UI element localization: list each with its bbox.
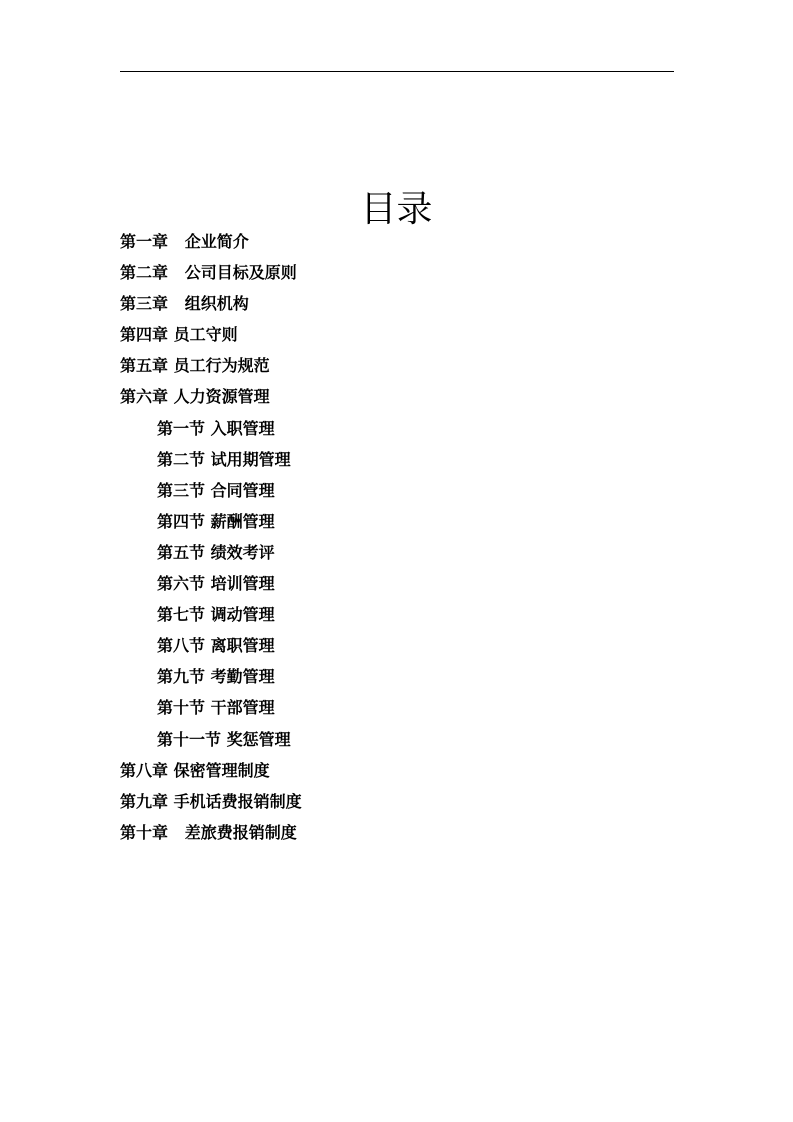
toc-entry-number: 第十一节 (157, 729, 222, 749)
toc-chapter-entry[interactable] (120, 257, 302, 288)
toc-section-entry[interactable] (120, 630, 302, 661)
toc-chapter-entry[interactable] (120, 817, 302, 848)
toc-section-entry[interactable] (120, 413, 302, 444)
toc-entry-number: 第四节 (157, 511, 206, 531)
toc-entry-label: 员工行为规范 (173, 356, 270, 376)
toc-entry-separator (168, 823, 185, 842)
toc-entry-label: 合同管理 (210, 480, 275, 500)
toc-entry-separator (168, 263, 185, 282)
toc-chapter-entry[interactable] (120, 319, 302, 350)
toc-entry-label: 保密管理制度 (173, 760, 270, 780)
page-title: 目录 (360, 189, 433, 231)
toc-section-entry[interactable] (120, 568, 302, 599)
toc-chapter-entry[interactable] (120, 786, 302, 817)
toc-entry-label: 培训管理 (210, 574, 275, 594)
toc-section-entry[interactable] (120, 599, 302, 630)
toc-section-entry[interactable] (120, 537, 302, 568)
toc-entry-number: 第一节 (157, 418, 206, 438)
table-of-contents (120, 226, 302, 848)
toc-entry-label: 组织机构 (184, 294, 249, 314)
toc-entry-separator (168, 232, 185, 251)
toc-entry-number: 第八章 (120, 760, 169, 780)
toc-chapter-entry[interactable] (120, 755, 302, 786)
toc-entry-label: 人力资源管理 (173, 387, 270, 407)
toc-chapter-entry[interactable] (120, 226, 302, 257)
toc-entry-number: 第九节 (157, 667, 206, 687)
toc-entry-label: 公司目标及原则 (184, 263, 297, 283)
toc-entry-number: 第二章 (120, 263, 169, 283)
toc-entry-label: 调动管理 (210, 605, 275, 625)
toc-entry-label: 考勤管理 (210, 667, 275, 687)
toc-entry-number: 第八节 (157, 636, 206, 656)
toc-entry-label: 离职管理 (210, 636, 275, 656)
toc-chapter-entry[interactable] (120, 288, 302, 319)
toc-chapter-entry[interactable] (120, 381, 302, 412)
toc-section-entry[interactable] (120, 724, 302, 755)
toc-entry-number: 第十节 (157, 698, 206, 718)
toc-entry-number: 第二节 (157, 449, 206, 469)
toc-entry-label: 差旅费报销制度 (184, 822, 297, 842)
toc-entry-label: 员工守则 (173, 325, 238, 345)
toc-entry-number: 第七节 (157, 605, 206, 625)
header-rule (120, 71, 674, 72)
toc-entry-number: 第六节 (157, 574, 206, 594)
toc-entry-label: 试用期管理 (210, 449, 291, 469)
toc-section-entry[interactable] (120, 506, 302, 537)
toc-entry-number: 第十章 (120, 822, 169, 842)
toc-section-entry[interactable] (120, 444, 302, 475)
toc-chapter-entry[interactable] (120, 350, 302, 381)
toc-entry-number: 第九章 (120, 791, 169, 811)
toc-entry-number: 第三节 (157, 480, 206, 500)
toc-entry-separator (168, 294, 185, 313)
toc-entry-label: 企业简介 (184, 232, 249, 251)
toc-entry-label: 干部管理 (210, 698, 275, 718)
toc-section-entry[interactable] (120, 692, 302, 723)
toc-entry-number: 第一章 (120, 232, 169, 251)
toc-entry-number: 第三章 (120, 294, 169, 314)
toc-entry-number: 第五章 (120, 356, 169, 376)
toc-entry-number: 第五节 (157, 542, 206, 562)
toc-entry-label: 奖惩管理 (226, 729, 291, 749)
toc-entry-label: 手机话费报销制度 (173, 791, 302, 811)
toc-entry-number: 第六章 (120, 387, 169, 407)
toc-section-entry[interactable] (120, 475, 302, 506)
toc-entry-label: 入职管理 (210, 418, 275, 438)
toc-entry-number: 第四章 (120, 325, 169, 345)
toc-entry-label: 绩效考评 (210, 542, 275, 562)
toc-section-entry[interactable] (120, 661, 302, 692)
toc-entry-label: 薪酬管理 (210, 511, 275, 531)
